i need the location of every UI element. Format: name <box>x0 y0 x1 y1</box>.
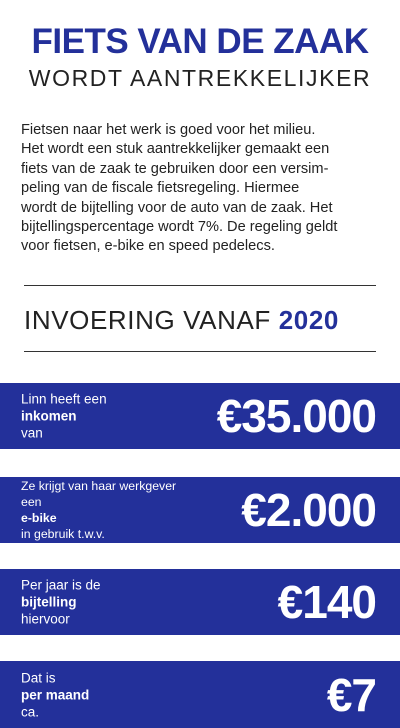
intro-paragraph <box>21 121 383 257</box>
bijtelling-band <box>0 569 400 635</box>
intro-line: peling van de fiscale fietsregeling. Hiermee <box>21 180 300 197</box>
band-value: €2.000 <box>241 484 376 536</box>
monthly-band <box>0 661 400 728</box>
divider-bottom <box>24 351 376 352</box>
divider-top <box>24 285 376 286</box>
ebike-band <box>0 477 400 543</box>
intro-line: voor fietsen, e-bike en speed pedelecs. <box>21 238 275 255</box>
band-label: Dat is per maand ca. <box>21 670 90 719</box>
introduction-heading <box>24 303 376 337</box>
intro-line: Het wordt een stuk aantrekkelijker gemaakt een <box>21 141 330 158</box>
band-value: €7 <box>326 668 376 721</box>
band-label: Linn heeft een inkomen van <box>21 391 107 441</box>
band-label: Ze krijgt van haar werkgever een e-bike in gebruik t.w.v. <box>21 479 177 541</box>
income-band <box>0 383 400 449</box>
intro-line: bijtellingspercentage wordt 7%. De regeling geldt <box>21 219 338 236</box>
intro-line: wordt de bijtelling voor de auto van de zaak. Het <box>21 199 333 216</box>
introduction-label: INVOERING VANAF <box>24 305 271 335</box>
band-label: Per jaar is de bijtelling hiervoor <box>21 577 101 627</box>
band-value: €35.000 <box>216 390 376 442</box>
page-subtitle: WORDT AANTREKKELIJKER <box>28 65 372 91</box>
intro-line: fiets van de zaak te gebruiken door een versim- <box>21 160 329 177</box>
introduction-year: 2020 <box>278 305 339 335</box>
band-value: €140 <box>277 576 376 628</box>
intro-line: Fietsen naar het werk is goed voor het milieu. <box>21 122 316 138</box>
page-title: FIETS VAN DE ZAAK <box>31 22 369 61</box>
